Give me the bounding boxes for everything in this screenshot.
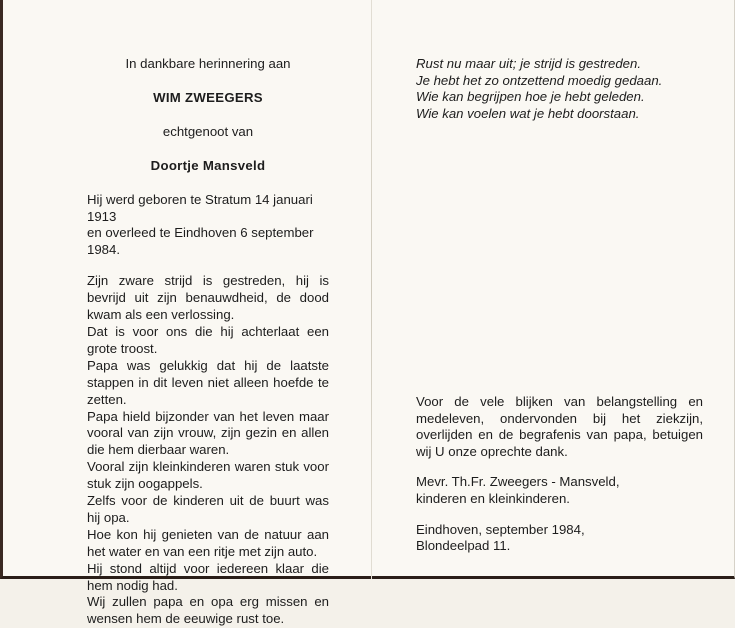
place-date: Eindhoven, september 1984, [416,521,585,537]
poem-line: Rust nu maar uit; je strijd is gestreden. [416,56,642,71]
signature-line: kinderen en kleinkinderen. [416,490,570,506]
paragraph: Zelfs voor de kinderen uit de buurt was hij opa. [87,493,329,525]
left-page [87,56,329,628]
thanks-text: Voor de vele blijken van belangstelling en medeleven, ondervonden bij het ziekzijn, overlijden en de begrafenis van papa, betuigen wij U onze oprechte dank. [416,394,703,459]
deceased-name: WIM ZWEEGERS [153,89,263,105]
poem [416,56,703,122]
paragraph: Vooral zijn kleinkinderen waren stuk voor stuk zijn oogappels. [87,459,329,492]
relation-text: echtgenoot van [162,123,254,139]
poem-line: Wie kan begrijpen hoe je hebt geleden. [416,89,645,105]
card-fold [371,0,372,579]
poem-line: Wie kan voelen wat je hebt doorstaan. [416,105,640,121]
paragraph: Papa was gelukkig dat hij de laatste stappen in dit leven niet alleen hoefde te zetten. [87,357,329,407]
paragraph: Dat is voor ons die hij achterlaat een grote troost. [87,323,329,356]
death-line: en overleed te Eindhoven 6 september 1984. [87,225,314,258]
thanks-section [416,394,703,555]
spouse-name: Doortje Mansveld [150,157,266,173]
paragraph: Zijn zware strijd is gestreden, hij is bevrijd uit zijn benauwdheid, de dood kwam als een verlossing. [87,273,329,323]
signature-line: Mevr. Th.Fr. Zweegers - Mansveld, [416,474,620,490]
paragraph: Papa hield bijzonder van het leven maar vooral van zijn vrouw, zijn gezin en allen die hem dierbaar waren. [87,408,329,458]
birth-line: Hij werd geboren te Stratum 14 januari 1913 [87,191,313,224]
address: Blondeelpad 11. [416,538,511,554]
paragraph: Hoe kon hij genieten van de natuur aan het water en van een ritje met zijn auto. [87,526,329,559]
intro-text: In dankbare herinnering aan [125,56,291,71]
paragraph: Wij zullen papa en opa erg missen en wensen hem de eeuwige rust toe. [87,594,329,627]
paragraph: Hij stond altijd voor iedereen klaar die hem nodig had. [87,560,329,593]
poem-line: Je hebt het zo ontzettend moedig gedaan. [416,72,663,88]
